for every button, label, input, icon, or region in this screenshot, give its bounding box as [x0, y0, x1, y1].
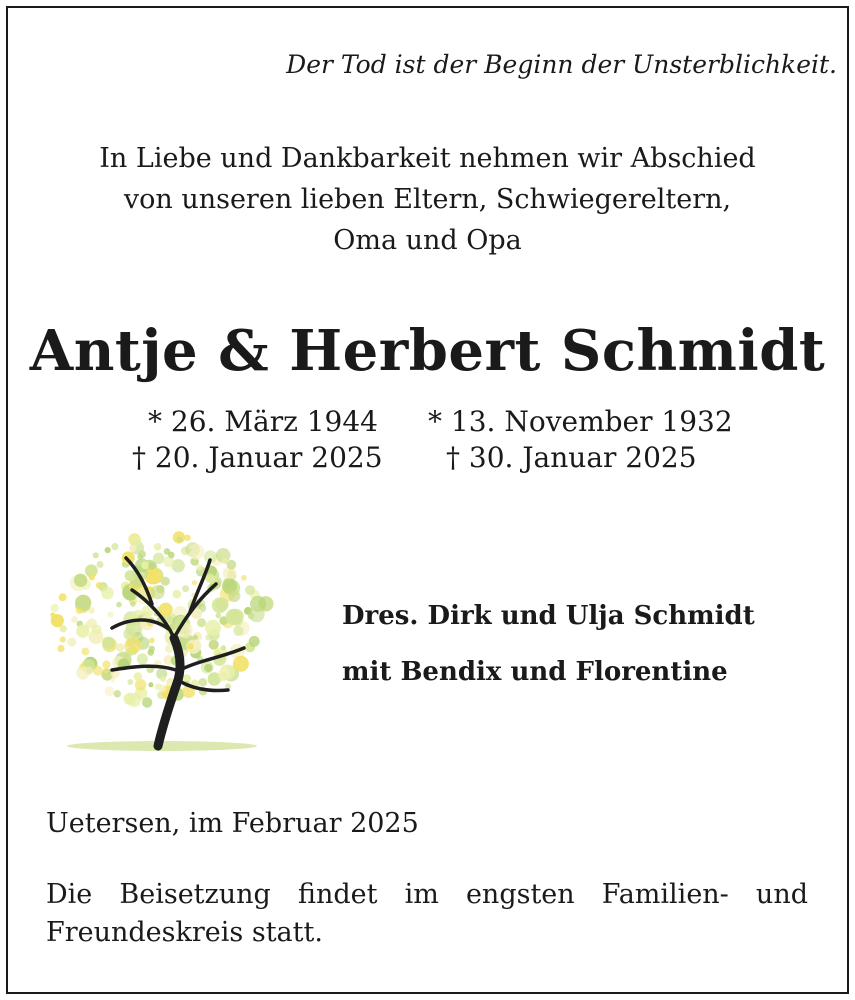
bereaved-family [342, 588, 755, 700]
intro-line: von unseren lieben Eltern, Schwiegereltern, [123, 184, 732, 215]
deceased-names: Antje & Herbert Schmidt [29, 318, 826, 384]
dates-herbert [428, 404, 733, 476]
birth-date: * 26. März 1944 [148, 405, 378, 438]
burial-note: Die Beisetzung findet im engsten Familien- und Freundeskreis statt. [46, 879, 808, 948]
intro-line: Oma und Opa [333, 225, 522, 256]
tree-illustration [40, 520, 285, 755]
death-date: † 20. Januar 2025 [132, 441, 383, 474]
dates-antje [132, 404, 383, 476]
intro-line: In Liebe und Dankbarkeit nehmen wir Abschied [99, 143, 756, 174]
quote: Der Tod ist der Beginn der Unsterblichkeit. [286, 50, 837, 79]
intro-text [0, 138, 855, 261]
family-line: Dres. Dirk und Ulja Schmidt [342, 601, 755, 631]
family-line: mit Bendix und Florentine [342, 657, 728, 687]
birth-date: * 13. November 1932 [428, 405, 733, 438]
death-date: † 30. Januar 2025 [446, 441, 697, 474]
place-date: Uetersen, im Februar 2025 [46, 808, 419, 839]
